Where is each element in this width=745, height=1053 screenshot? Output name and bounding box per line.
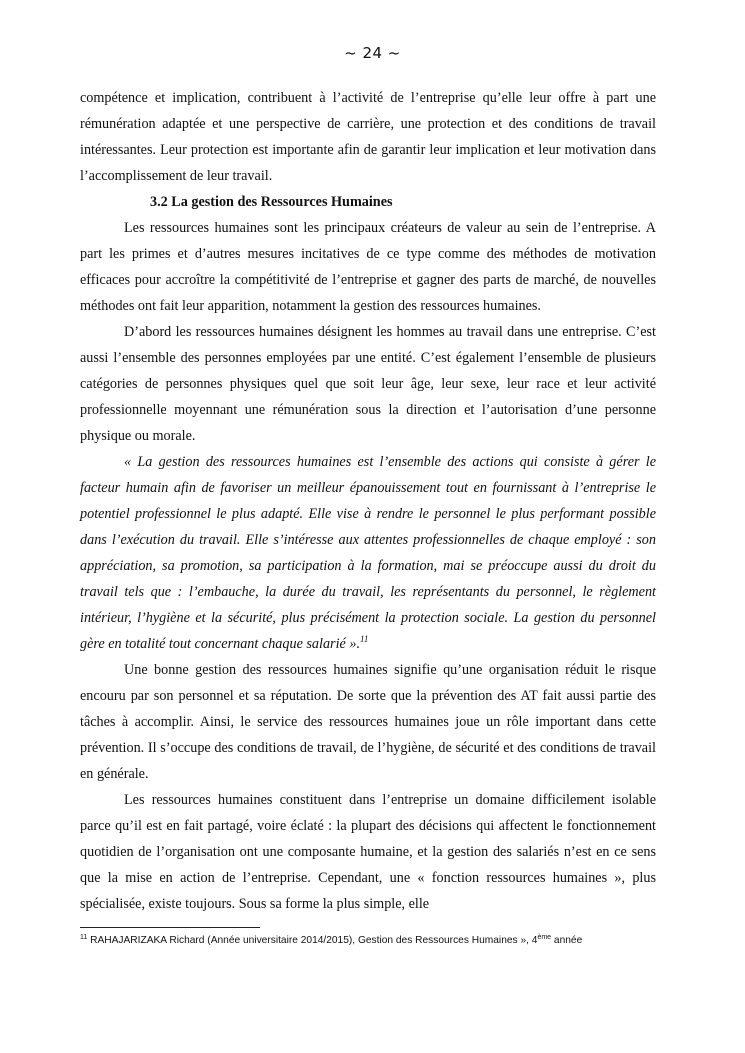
section-heading: 3.2 La gestion des Ressources Humaines: [150, 194, 393, 210]
footnote-ordinal-suffix: ème: [537, 934, 552, 941]
paragraph-hr-creators: Les ressources humaines sont les principaux créateurs de valeur au sein de l’entreprise. A part les primes et d’autres mesures incitatives de ce type comme des méthodes de motivation efficaces pour accroître la compétitivité de l’entreprise et gagner des parts de marché, de nouvelles méthodes ont fait leur apparition, notamment la gestion des ressources humaines.: [80, 220, 656, 314]
footnote-number: 11: [80, 934, 88, 941]
footnote-text-end: année: [551, 935, 583, 946]
paragraph-risk-prevention: Une bonne gestion des ressources humaines signifie qu’une organisation réduit le risque encouru par son personnel et sa réputation. De sorte que la prévention des AT fait aussi partie des tâches à accomplir. Ainsi, le service des ressources humaines joue un rôle important dans cette prévention. Il s’occupe des conditions de travail, de l’hygiène, de sécurité et des conditions de travail en générale.: [80, 662, 656, 782]
footnote-separator: [80, 927, 260, 928]
footnote-reference[interactable]: 11: [360, 634, 369, 644]
quote-hr-management: [80, 449, 656, 657]
quote-text: « La gestion des ressources humaines est l’ensemble des actions qui consiste à gérer le facteur humain afin de favoriser un meilleur épanouissement tout en fournissant à l’entreprise le potentiel professionnel le plus adapté. Elle vise à rendre le personnel le plus performant possible dans l’exécution du travail. Elle s’intéresse aux attentes professionnelles de chaque employé : son appréciation, sa promotion, sa participation à la formation, mai se préoccupe aussi du droit du travail tels que : l’embauche, la durée du travail, les représentants du personnel, le règlement intérieur, l’hygiène et la sécurité, plus précisément la protection sociale. La gestion du personnel gère en totalité tout concernant chaque salarié ».: [80, 454, 656, 652]
paragraph-intro: compétence et implication, contribuent à l’activité de l’entreprise qu’elle leur offre à part une rémunération adaptée et une perspective de carrière, une protection et des conditions de travail intéressantes. Leur protection est importante afin de garantir leur implication et leur motivation dans l’accomplissement de leur travail.: [80, 90, 656, 184]
paragraph-hr-definition: D’abord les ressources humaines désignent les hommes au travail dans une entreprise. C’est aussi l’ensemble des personnes employées par une entité. C’est également l’ensemble de plusieurs catégories de personnes physiques quel que soit leur âge, leur sexe, leur race et leur activité professionnelle moyennant une rémunération sous la direction et l’autorisation d’une personne physique ou morale.: [80, 324, 656, 444]
page-number: ~ 24 ~: [344, 44, 401, 62]
paragraph-hr-function: Les ressources humaines constituent dans l’entreprise un domaine difficilement isolable parce qu’il est en fait partagé, voire éclaté : la plupart des décisions qui affectent le fonctionnement quotidien de l’organisation ont une composante humaine, et la gestion des salariés n’est en ce sens que la mise en action de l’entreprise. Cependant, une « fonction ressources humaines », plus spécialisée, existe toujours. Sous sa forme la plus simple, elle: [80, 792, 656, 912]
footnote: [80, 933, 680, 949]
footnote-text: RAHAJARIZAKA Richard (Année universitaire 2014/2015), Gestion des Ressources Humaines », 4: [87, 935, 538, 946]
page-body: [80, 85, 656, 917]
